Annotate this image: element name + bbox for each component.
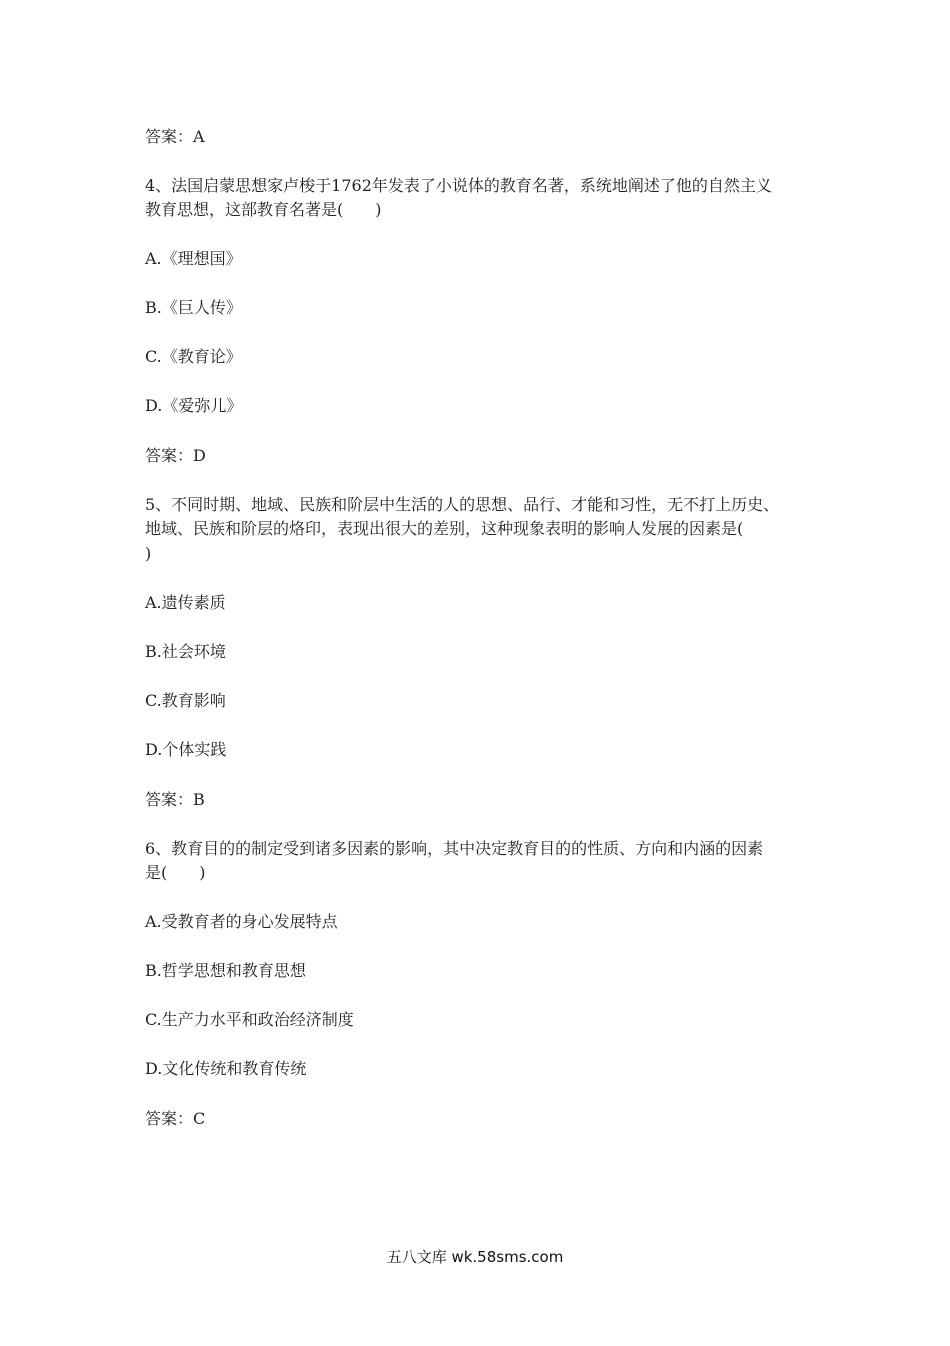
answer-q5: 答案：B [145,790,205,809]
q6-option-d: D.文化传统和教育传统 [145,1059,307,1078]
q6-option-c: C.生产力水平和政治经济制度 [145,1010,354,1029]
q5-stem-line1: 5、不同时期、地域、民族和阶层中生活的人的思想、品行、才能和习性，无不打上历史、 [145,495,780,514]
q5-option-d: D.个体实践 [145,740,227,759]
q5-option-c: C.教育影响 [145,691,226,710]
q6-stem-line1: 6、教育目的的制定受到诸多因素的影响，其中决定教育目的的性质、方向和内涵的因素 [145,839,764,858]
q4-option-c: C.《教育论》 [145,347,242,366]
q4-stem-line2: 教育思想，这部教育名著是( ) [145,200,382,219]
q4-option-d: D.《爱弥儿》 [145,396,243,415]
answer-q6: 答案：C [145,1109,206,1128]
answer-q4: 答案：D [145,446,206,465]
answer-q3: 答案：A [145,127,205,146]
q6-option-b: B.哲学思想和教育思想 [145,961,306,980]
q6-option-a: A.受教育者的身心发展特点 [145,912,338,931]
q5-stem-line3: ) [145,544,152,563]
footer-watermark: 五八文库 wk.58sms.com [386,1248,564,1266]
q5-stem-line2: 地域、民族和阶层的烙印，表现出很大的差别，这种现象表明的影响人发展的因素是( [145,519,744,538]
q5-option-b: B.社会环境 [145,642,226,661]
q4-stem-line1: 4、法国启蒙思想家卢梭于1762年发表了小说体的教育名著，系统地阐述了他的自然主义 [145,176,772,195]
q5-option-a: A.遗传素质 [145,593,226,612]
q4-option-b: B.《巨人传》 [145,298,242,317]
q6-stem-line2: 是( ) [145,863,206,882]
q4-option-a: A.《理想国》 [145,249,242,268]
